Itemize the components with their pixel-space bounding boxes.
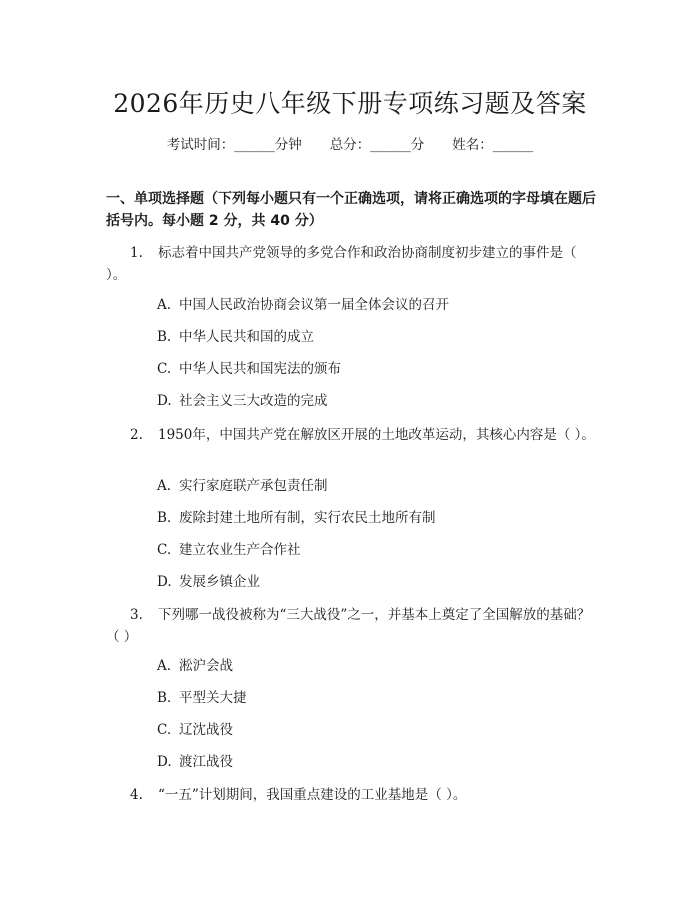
option-a [157,295,449,315]
option-letter: B. [157,510,172,526]
option-letter: D. [157,574,172,590]
option-letter: B. [157,329,172,345]
option-b [157,688,247,708]
exam-time: 考试时间：______分钟 [166,137,302,153]
option-letter: D. [157,393,172,409]
option-letter: C. [157,722,172,738]
question-2 [106,424,596,446]
question-number: 1. [130,245,143,261]
total-score: 总分：______分 [329,137,425,153]
option-c [157,540,301,560]
question-1 [106,242,596,286]
option-c [157,720,233,740]
option-letter: C. [157,542,172,558]
option-d [157,391,328,411]
option-letter: D. [157,754,172,770]
option-text: 淞沪会战 [179,658,233,674]
question-number: 4. [130,787,143,803]
option-d [157,572,260,592]
option-text: 建立农业生产合作社 [179,542,301,558]
option-text: 废除封建土地所有制，实行农民土地所有制 [179,510,436,526]
option-d [157,752,233,772]
option-text: 中国人民政治协商会议第一届全体会议的召开 [179,297,449,313]
question-text: 下列哪一战役被称为“三大战役”之一，并基本上奠定了全国解放的基础？（ ） [106,607,591,645]
option-c [157,359,341,379]
question-number: 3. [130,607,143,623]
option-letter: A. [157,478,172,494]
exam-meta [0,133,700,153]
question-4 [106,784,596,806]
option-text: 社会主义三大改造的完成 [179,393,328,409]
student-name: 姓名：______ [452,137,534,153]
option-letter: A. [157,297,172,313]
question-text: 1950年，中国共产党在解放区开展的土地改革运动，其核心内容是（ ）。 [158,427,595,443]
option-text: 中华人民共和国的成立 [179,329,314,345]
option-text: 平型关大捷 [179,690,247,706]
option-text: 辽沈战役 [179,722,233,738]
option-b [157,508,436,528]
page-title: 2026年历史八年级下册专项练习题及答案 [113,89,587,118]
question-text: “一五”计划期间，我国重点建设的工业基地是（ ）。 [158,787,467,803]
option-letter: A. [157,658,172,674]
question-text: 标志着中国共产党领导的多党合作和政治协商制度初步建立的事件是（ ）。 [106,245,577,283]
question-number: 2. [130,427,143,443]
option-text: 实行家庭联产承包责任制 [179,478,328,494]
option-text: 渡江战役 [179,754,233,770]
option-text: 中华人民共和国宪法的颁布 [179,361,341,377]
option-text: 发展乡镇企业 [179,574,260,590]
option-letter: C. [157,361,172,377]
option-letter: B. [157,690,172,706]
option-a [157,656,233,676]
section-heading: 一、单项选择题（下列每小题只有一个正确选项，请将正确选项的字母填在题后括号内。每小题 2 分，共 40 分） [106,191,596,229]
question-3 [106,604,596,648]
option-a [157,476,328,496]
option-b [157,327,314,347]
